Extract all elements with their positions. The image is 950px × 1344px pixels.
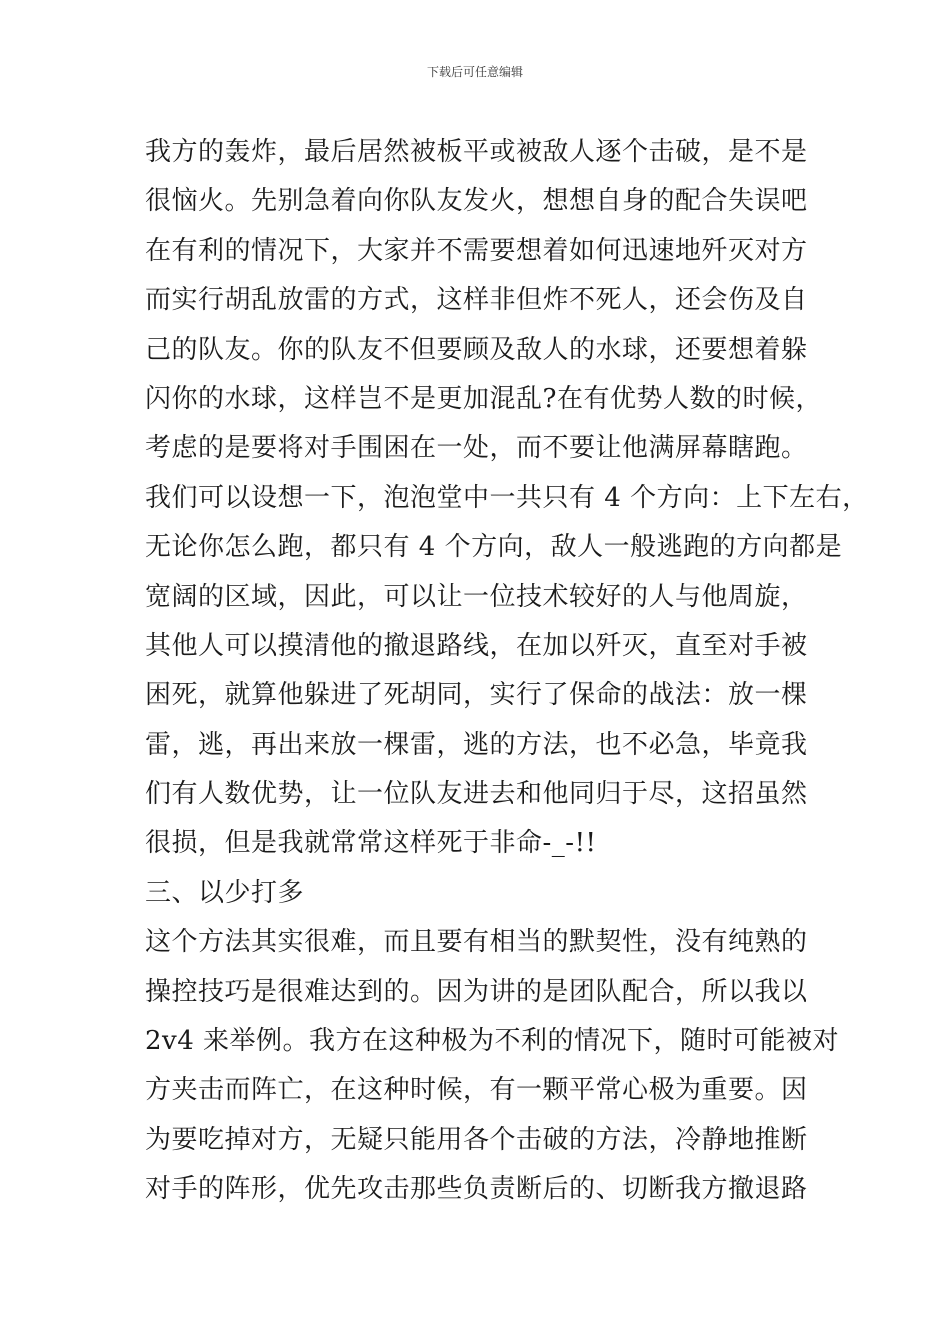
text-line: 很恼火。先别急着向你队友发火，想想自身的配合失误吧 — [145, 186, 808, 217]
text-line: 对手的阵形，优先攻击那些负责断后的、切断我方撤退路 — [145, 1174, 808, 1205]
text-line: 我们可以设想一下，泡泡堂中一共只有 4 个方向：上下左右， — [145, 482, 869, 513]
text-line: 在有利的情况下，大家并不需要想着如何迅速地歼灭对方 — [145, 235, 808, 266]
text-line: 己的队友。你的队友不但要顾及敌人的水球，还要想着躲 — [145, 334, 808, 365]
text-line: 困死，就算他躲进了死胡同，实行了保命的战法：放一棵 — [145, 680, 808, 711]
page-header: 下载后可任意编辑 — [426, 65, 523, 79]
section-heading: 三、以少打多 — [145, 877, 305, 908]
text-line: 方夹击而阵亡，在这种时候，有一颗平常心极为重要。因 — [145, 1075, 808, 1106]
text-line: 无论你怎么跑，都只有 4 个方向，敌人一般逃跑的方向都是 — [145, 532, 843, 563]
text-line: 操控技巧是很难达到的。因为讲的是团队配合，所以我以 — [145, 976, 808, 1007]
text-line: 雷，逃，再出来放一棵雷，逃的方法，也不必急，毕竟我 — [145, 729, 808, 760]
document-body — [145, 128, 869, 1215]
text-line: 其他人可以摸清他的撤退路线，在加以歼灭，直至对手被 — [145, 630, 808, 661]
text-line: 我方的轰炸，最后居然被板平或被敌人逐个击破，是不是 — [145, 137, 808, 167]
text-line: 这个方法其实很难，而且要有相当的默契性，没有纯熟的 — [145, 927, 808, 958]
text-line: 2v4 来举例。我方在这种极为不利的情况下，随时可能被对 — [145, 1026, 840, 1057]
text-line: 为要吃掉对方，无疑只能用各个击破的方法，冷静地推断 — [145, 1124, 808, 1155]
text-line: 而实行胡乱放雷的方式，这样非但炸不死人，还会伤及自 — [145, 285, 808, 316]
text-line: 很损，但是我就常常这样死于非命-_-!! — [145, 828, 597, 859]
text-line: 闪你的水球，这样岂不是更加混乱?在有优势人数的时候， — [145, 383, 822, 414]
text-line: 们有人数优势，让一位队友进去和他同归于尽，这招虽然 — [145, 779, 808, 810]
text-line: 宽阔的区域，因此，可以让一位技术较好的人与他周旋， — [145, 581, 808, 612]
text-line: 考虑的是要将对手围困在一处，而不要让他满屏幕瞎跑。 — [145, 433, 808, 464]
